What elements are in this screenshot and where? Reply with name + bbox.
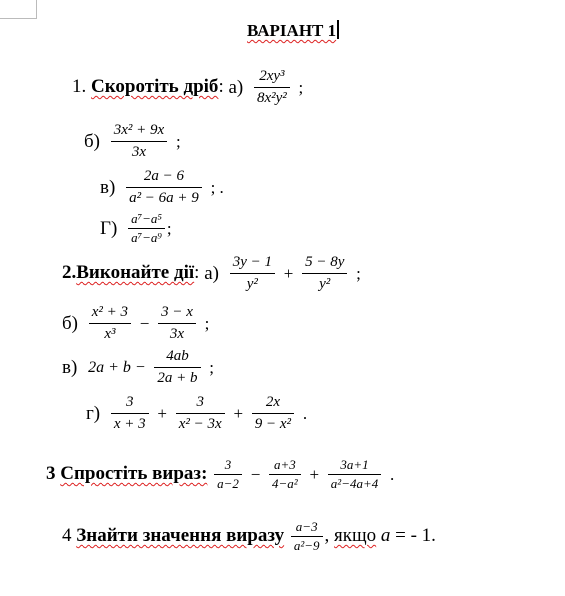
task3-den-3: a²−4a+4	[330, 476, 379, 491]
task2-b-end: ;	[204, 313, 210, 333]
task3-den-2: 4−a²	[272, 476, 298, 491]
task1-v-label: в)	[100, 176, 116, 198]
task1-b-fraction	[111, 122, 167, 161]
task4-condition-value: = - 1.	[390, 524, 436, 546]
task4-fraction	[291, 520, 323, 553]
task2-a-op: +	[283, 263, 294, 283]
task2-v-prefix: 2a + b −	[88, 358, 146, 376]
task2-b-den-2: 3x	[169, 326, 185, 342]
task2-v-fraction	[154, 348, 200, 387]
task2-v-num: 4ab	[154, 348, 200, 368]
task2-g-row	[86, 394, 309, 433]
task4-number: 4	[62, 524, 72, 546]
task1-g-den: a⁷−a⁹	[131, 230, 162, 245]
task2-text: Виконайте дії	[76, 261, 195, 283]
task1-a-num: 2xy³	[254, 68, 290, 88]
task2-b-op: −	[139, 313, 150, 333]
task1-b-row	[84, 122, 183, 161]
task2-b-fraction-2	[158, 304, 196, 343]
task2-v-den: 2a + b	[157, 370, 198, 386]
page-corner-marker	[0, 0, 37, 19]
task1-b-end: ;	[175, 131, 181, 151]
task1-a-label: а)	[228, 76, 244, 98]
task2-b-row	[62, 304, 211, 343]
task2-g-den-3: 9 − x²	[254, 416, 292, 432]
task2-g-end: .	[302, 403, 308, 423]
variant-title-text: ВАРІАНТ 1	[247, 21, 337, 40]
task1-g-row	[100, 212, 174, 245]
task4-text: Знайти значення виразу	[76, 524, 285, 546]
task2-v-end: ;	[209, 357, 215, 377]
task2-a-den-2: y²	[319, 276, 331, 292]
task3-number: 3	[46, 462, 56, 484]
task2-g-den-1: x + 3	[113, 416, 146, 432]
variant-title	[247, 20, 339, 41]
task2-g-fraction-1	[111, 394, 149, 433]
task1-g-label: Г)	[100, 217, 118, 239]
task2-a-den-1: y²	[246, 276, 258, 292]
task1-a-den: 8x²y²	[256, 90, 287, 106]
task2-number: 2.	[62, 261, 77, 283]
task1-text: Скоротіть дріб	[91, 75, 219, 97]
task4-condition-word: якщо	[334, 524, 377, 546]
task4-den: a²−9	[293, 538, 320, 553]
task3-num-2: a+3	[269, 458, 301, 475]
task2-colon: :	[194, 261, 200, 283]
task2-g-label: г)	[86, 402, 101, 424]
text-cursor	[337, 20, 339, 39]
task1-b-label: б)	[84, 130, 100, 152]
task2-header	[62, 254, 363, 293]
task3-op-2: +	[309, 464, 320, 484]
task1-number: 1.	[72, 75, 87, 97]
task2-v-label: в)	[62, 356, 78, 378]
task1-g-fraction	[128, 212, 165, 245]
task1-colon: :	[218, 75, 224, 97]
task3-num-3: 3a+1	[328, 458, 381, 475]
task1-a-fraction	[254, 68, 290, 107]
task2-g-fraction-2	[176, 394, 225, 433]
task3-den-1: a−2	[217, 476, 239, 491]
task2-a-num-1: 3y − 1	[230, 254, 275, 274]
task2-a-label: а)	[204, 262, 219, 284]
task3-op-1: −	[250, 464, 261, 484]
task2-a-fraction-1	[230, 254, 275, 293]
task2-b-num-2: 3 − x	[158, 304, 196, 324]
task3-fraction-1	[214, 458, 242, 491]
task4-num: a−3	[291, 520, 323, 537]
task3-row	[46, 458, 396, 491]
task1-v-row	[100, 168, 226, 207]
task2-g-num-3: 2x	[252, 394, 294, 414]
task4-comma: ,	[324, 524, 330, 546]
task3-fraction-3	[328, 458, 381, 491]
task2-g-fraction-3	[252, 394, 294, 433]
task3-fraction-2	[269, 458, 301, 491]
task2-b-fraction-1	[89, 304, 131, 343]
task2-g-op-2: +	[233, 403, 244, 423]
task1-header	[72, 68, 305, 107]
task2-b-den-1: x³	[104, 326, 116, 342]
task3-num-1: 3	[214, 458, 242, 475]
task1-g-num: a⁷−a⁵	[128, 212, 165, 229]
task2-g-den-2: x² − 3x	[178, 416, 222, 432]
task1-a-end: ;	[298, 77, 304, 97]
task4-row	[62, 520, 436, 553]
task1-b-num: 3x² + 9x	[111, 122, 167, 142]
task1-v-num: 2a − 6	[126, 168, 202, 188]
task2-g-num-1: 3	[111, 394, 149, 414]
task4-condition-variable: a	[380, 524, 391, 546]
task1-v-fraction	[126, 168, 202, 207]
task3-text: Спростіть вираз:	[60, 462, 208, 484]
task2-g-num-2: 3	[176, 394, 225, 414]
task2-a-fraction-2	[302, 254, 347, 293]
task2-a-end: ;	[356, 263, 361, 283]
task1-b-den: 3x	[131, 144, 147, 160]
task3-end: .	[390, 464, 395, 484]
task2-b-label: б)	[62, 312, 78, 334]
task2-v-row	[62, 348, 216, 387]
task1-v-end: ; .	[210, 177, 224, 197]
task1-g-end: ;	[166, 218, 172, 238]
task2-b-num-1: x² + 3	[89, 304, 131, 324]
task2-a-num-2: 5 − 8y	[302, 254, 347, 274]
task2-g-op-1: +	[157, 403, 167, 423]
task1-v-den: a² − 6a + 9	[129, 190, 199, 206]
